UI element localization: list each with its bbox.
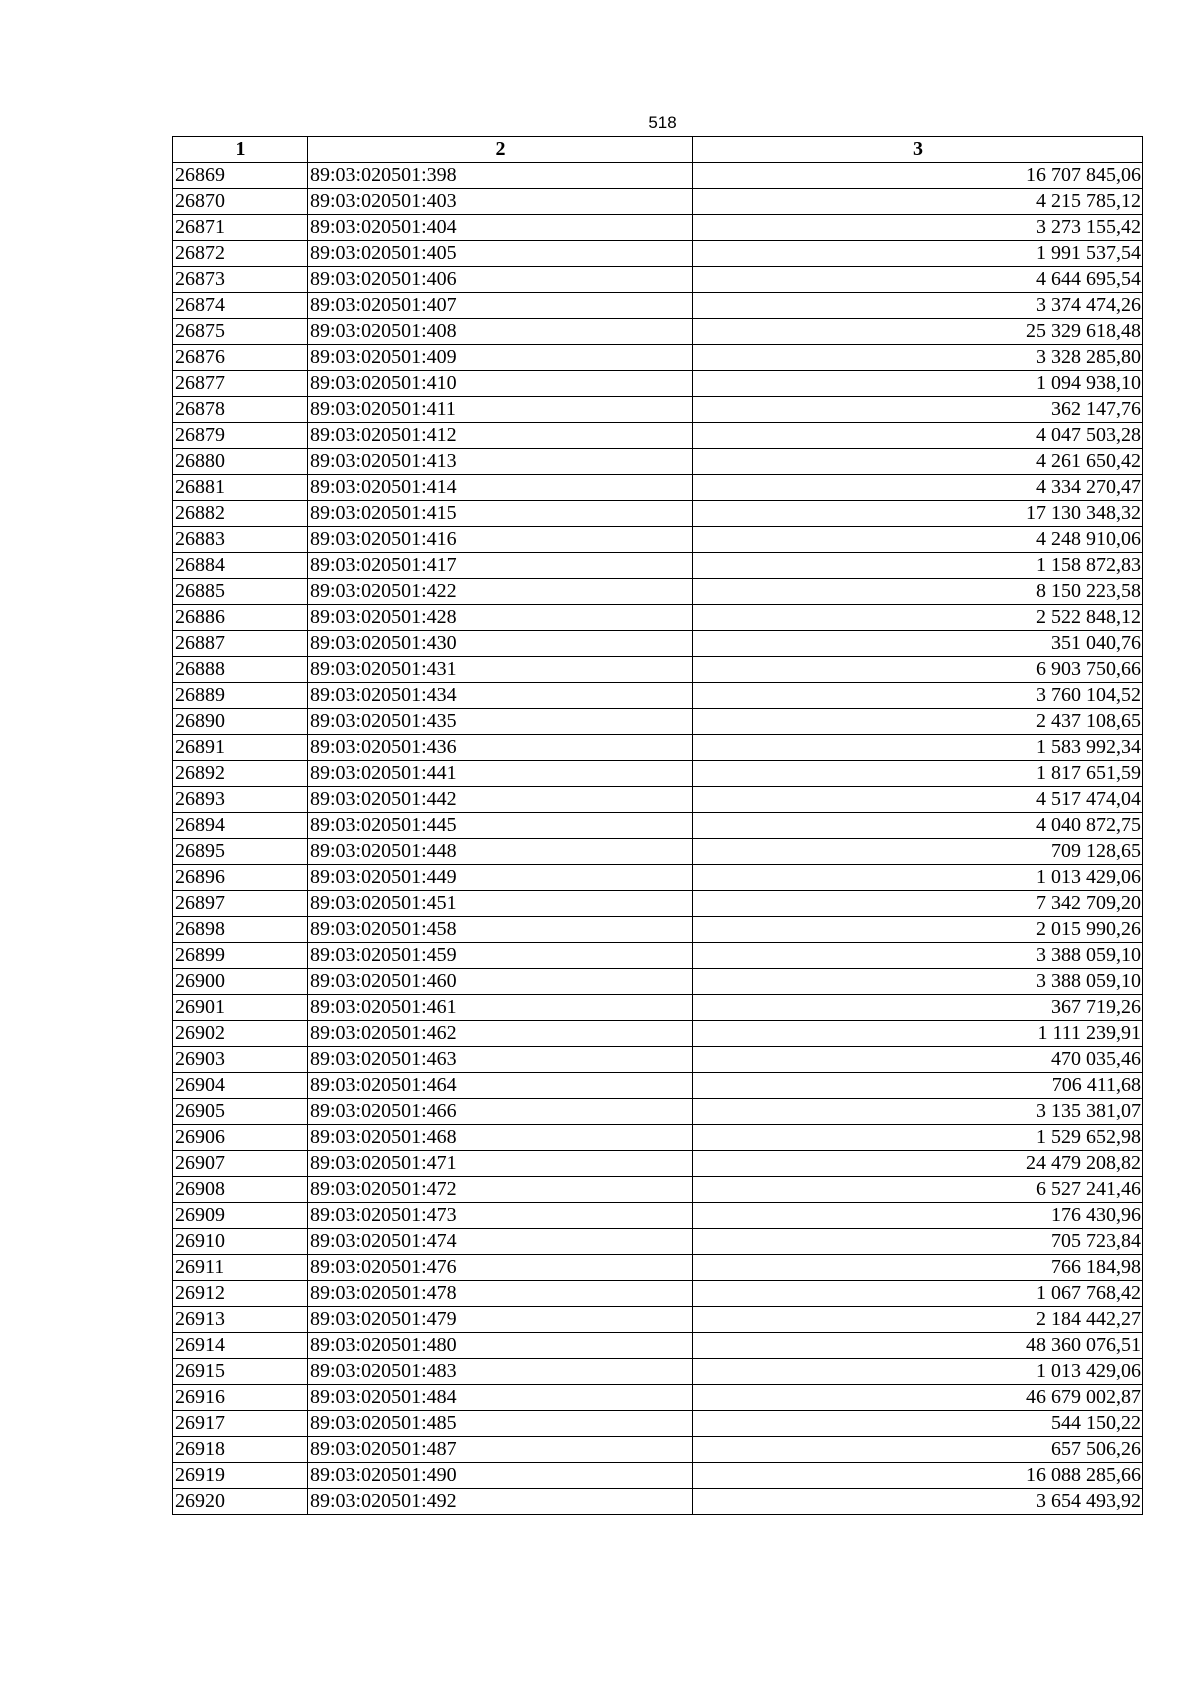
row-number-cell: 26902 xyxy=(173,1021,308,1047)
table-row xyxy=(173,1047,1143,1073)
table-row xyxy=(173,1333,1143,1359)
cadastral-number-cell: 89:03:020501:431 xyxy=(308,657,693,683)
cadastral-number-cell: 89:03:020501:492 xyxy=(308,1489,693,1515)
row-number-cell: 26911 xyxy=(173,1255,308,1281)
row-number-cell: 26899 xyxy=(173,943,308,969)
row-number-cell: 26886 xyxy=(173,605,308,631)
table-row xyxy=(173,163,1143,189)
cadastral-number-cell: 89:03:020501:412 xyxy=(308,423,693,449)
row-number-cell: 26909 xyxy=(173,1203,308,1229)
row-number-cell: 26880 xyxy=(173,449,308,475)
value-cell: 706 411,68 xyxy=(693,1073,1143,1099)
value-cell: 709 128,65 xyxy=(693,839,1143,865)
value-cell: 4 517 474,04 xyxy=(693,787,1143,813)
row-number-cell: 26870 xyxy=(173,189,308,215)
row-number-cell: 26875 xyxy=(173,319,308,345)
row-number-cell: 26915 xyxy=(173,1359,308,1385)
cadastral-number-cell: 89:03:020501:404 xyxy=(308,215,693,241)
value-cell: 705 723,84 xyxy=(693,1229,1143,1255)
row-number-cell: 26920 xyxy=(173,1489,308,1515)
cadastral-number-cell: 89:03:020501:462 xyxy=(308,1021,693,1047)
cadastral-number-cell: 89:03:020501:474 xyxy=(308,1229,693,1255)
table-row xyxy=(173,969,1143,995)
value-cell: 1 158 872,83 xyxy=(693,553,1143,579)
table-row xyxy=(173,605,1143,631)
row-number-cell: 26878 xyxy=(173,397,308,423)
table-row xyxy=(173,1151,1143,1177)
table-row xyxy=(173,397,1143,423)
table-row xyxy=(173,761,1143,787)
row-number-cell: 26907 xyxy=(173,1151,308,1177)
cadastral-number-cell: 89:03:020501:428 xyxy=(308,605,693,631)
cadastral-number-cell: 89:03:020501:463 xyxy=(308,1047,693,1073)
value-cell: 16 088 285,66 xyxy=(693,1463,1143,1489)
value-cell: 8 150 223,58 xyxy=(693,579,1143,605)
table-row xyxy=(173,501,1143,527)
row-number-cell: 26918 xyxy=(173,1437,308,1463)
value-cell: 6 527 241,46 xyxy=(693,1177,1143,1203)
value-cell: 4 261 650,42 xyxy=(693,449,1143,475)
table-row xyxy=(173,579,1143,605)
cadastral-number-cell: 89:03:020501:430 xyxy=(308,631,693,657)
value-cell: 25 329 618,48 xyxy=(693,319,1143,345)
row-number-cell: 26908 xyxy=(173,1177,308,1203)
table-row xyxy=(173,1073,1143,1099)
cadastral-number-cell: 89:03:020501:407 xyxy=(308,293,693,319)
row-number-cell: 26877 xyxy=(173,371,308,397)
cadastral-number-cell: 89:03:020501:441 xyxy=(308,761,693,787)
cadastral-number-cell: 89:03:020501:415 xyxy=(308,501,693,527)
value-cell: 2 184 442,27 xyxy=(693,1307,1143,1333)
row-number-cell: 26893 xyxy=(173,787,308,813)
cadastral-number-cell: 89:03:020501:487 xyxy=(308,1437,693,1463)
row-number-cell: 26884 xyxy=(173,553,308,579)
row-number-cell: 26874 xyxy=(173,293,308,319)
cadastral-number-cell: 89:03:020501:417 xyxy=(308,553,693,579)
cadastral-number-cell: 89:03:020501:466 xyxy=(308,1099,693,1125)
table-row xyxy=(173,709,1143,735)
value-cell: 4 040 872,75 xyxy=(693,813,1143,839)
table-row xyxy=(173,423,1143,449)
row-number-cell: 26896 xyxy=(173,865,308,891)
row-number-cell: 26895 xyxy=(173,839,308,865)
table-row xyxy=(173,1177,1143,1203)
row-number-cell: 26890 xyxy=(173,709,308,735)
cadastral-number-cell: 89:03:020501:448 xyxy=(308,839,693,865)
table-row xyxy=(173,267,1143,293)
cadastral-number-cell: 89:03:020501:479 xyxy=(308,1307,693,1333)
table-row xyxy=(173,293,1143,319)
value-cell: 1 067 768,42 xyxy=(693,1281,1143,1307)
table-row xyxy=(173,943,1143,969)
column-header-2: 2 xyxy=(308,137,693,163)
row-number-cell: 26894 xyxy=(173,813,308,839)
cadastral-number-cell: 89:03:020501:460 xyxy=(308,969,693,995)
row-number-cell: 26892 xyxy=(173,761,308,787)
cadastral-number-cell: 89:03:020501:434 xyxy=(308,683,693,709)
value-cell: 3 273 155,42 xyxy=(693,215,1143,241)
value-cell: 657 506,26 xyxy=(693,1437,1143,1463)
row-number-cell: 26914 xyxy=(173,1333,308,1359)
value-cell: 48 360 076,51 xyxy=(693,1333,1143,1359)
value-cell: 1 013 429,06 xyxy=(693,865,1143,891)
value-cell: 766 184,98 xyxy=(693,1255,1143,1281)
row-number-cell: 26881 xyxy=(173,475,308,501)
value-cell: 1 529 652,98 xyxy=(693,1125,1143,1151)
cadastral-number-cell: 89:03:020501:461 xyxy=(308,995,693,1021)
cadastral-number-cell: 89:03:020501:405 xyxy=(308,241,693,267)
row-number-cell: 26913 xyxy=(173,1307,308,1333)
value-cell: 4 047 503,28 xyxy=(693,423,1143,449)
table-row xyxy=(173,345,1143,371)
table-row xyxy=(173,371,1143,397)
cadastral-number-cell: 89:03:020501:445 xyxy=(308,813,693,839)
table-row xyxy=(173,683,1143,709)
cadastral-number-cell: 89:03:020501:414 xyxy=(308,475,693,501)
cadastral-number-cell: 89:03:020501:476 xyxy=(308,1255,693,1281)
table-row xyxy=(173,1281,1143,1307)
cadastral-number-cell: 89:03:020501:408 xyxy=(308,319,693,345)
value-cell: 4 215 785,12 xyxy=(693,189,1143,215)
table-row xyxy=(173,1307,1143,1333)
table-row xyxy=(173,735,1143,761)
value-cell: 16 707 845,06 xyxy=(693,163,1143,189)
value-cell: 2 015 990,26 xyxy=(693,917,1143,943)
row-number-cell: 26900 xyxy=(173,969,308,995)
cadastral-number-cell: 89:03:020501:410 xyxy=(308,371,693,397)
value-cell: 362 147,76 xyxy=(693,397,1143,423)
cadastral-number-cell: 89:03:020501:435 xyxy=(308,709,693,735)
value-cell: 4 644 695,54 xyxy=(693,267,1143,293)
table-row xyxy=(173,475,1143,501)
cadastral-number-cell: 89:03:020501:411 xyxy=(308,397,693,423)
row-number-cell: 26898 xyxy=(173,917,308,943)
value-cell: 3 328 285,80 xyxy=(693,345,1143,371)
value-cell: 1 991 537,54 xyxy=(693,241,1143,267)
value-cell: 3 388 059,10 xyxy=(693,969,1143,995)
cadastral-number-cell: 89:03:020501:473 xyxy=(308,1203,693,1229)
cadastral-number-cell: 89:03:020501:472 xyxy=(308,1177,693,1203)
cadastral-number-cell: 89:03:020501:458 xyxy=(308,917,693,943)
row-number-cell: 26883 xyxy=(173,527,308,553)
row-number-cell: 26869 xyxy=(173,163,308,189)
column-header-1: 1 xyxy=(173,137,308,163)
value-cell: 1 111 239,91 xyxy=(693,1021,1143,1047)
table-row xyxy=(173,527,1143,553)
cadastral-number-cell: 89:03:020501:451 xyxy=(308,891,693,917)
value-cell: 367 719,26 xyxy=(693,995,1143,1021)
cadastral-number-cell: 89:03:020501:478 xyxy=(308,1281,693,1307)
page-number: 518 xyxy=(648,113,677,132)
table-row xyxy=(173,657,1143,683)
cadastral-number-cell: 89:03:020501:468 xyxy=(308,1125,693,1151)
table-row xyxy=(173,995,1143,1021)
table-row xyxy=(173,1489,1143,1515)
registry-table xyxy=(172,136,1143,1515)
row-number-cell: 26910 xyxy=(173,1229,308,1255)
value-cell: 351 040,76 xyxy=(693,631,1143,657)
row-number-cell: 26916 xyxy=(173,1385,308,1411)
row-number-cell: 26903 xyxy=(173,1047,308,1073)
cadastral-number-cell: 89:03:020501:485 xyxy=(308,1411,693,1437)
column-header-3: 3 xyxy=(693,137,1143,163)
row-number-cell: 26889 xyxy=(173,683,308,709)
row-number-cell: 26917 xyxy=(173,1411,308,1437)
row-number-cell: 26919 xyxy=(173,1463,308,1489)
row-number-cell: 26891 xyxy=(173,735,308,761)
cadastral-number-cell: 89:03:020501:464 xyxy=(308,1073,693,1099)
row-number-cell: 26906 xyxy=(173,1125,308,1151)
cadastral-number-cell: 89:03:020501:422 xyxy=(308,579,693,605)
row-number-cell: 26879 xyxy=(173,423,308,449)
value-cell: 17 130 348,32 xyxy=(693,501,1143,527)
cadastral-number-cell: 89:03:020501:406 xyxy=(308,267,693,293)
table-row xyxy=(173,189,1143,215)
value-cell: 2 437 108,65 xyxy=(693,709,1143,735)
value-cell: 6 903 750,66 xyxy=(693,657,1143,683)
cadastral-number-cell: 89:03:020501:416 xyxy=(308,527,693,553)
table-row xyxy=(173,787,1143,813)
row-number-cell: 26901 xyxy=(173,995,308,1021)
table-row xyxy=(173,553,1143,579)
table-row xyxy=(173,319,1143,345)
cadastral-number-cell: 89:03:020501:413 xyxy=(308,449,693,475)
value-cell: 176 430,96 xyxy=(693,1203,1143,1229)
row-number-cell: 26887 xyxy=(173,631,308,657)
table-row xyxy=(173,241,1143,267)
table-row xyxy=(173,1021,1143,1047)
row-number-cell: 26885 xyxy=(173,579,308,605)
value-cell: 4 248 910,06 xyxy=(693,527,1143,553)
table-row xyxy=(173,1125,1143,1151)
table-row xyxy=(173,1229,1143,1255)
value-cell: 3 388 059,10 xyxy=(693,943,1143,969)
value-cell: 1 817 651,59 xyxy=(693,761,1143,787)
row-number-cell: 26872 xyxy=(173,241,308,267)
value-cell: 470 035,46 xyxy=(693,1047,1143,1073)
header-row xyxy=(173,137,1143,163)
table-row xyxy=(173,1203,1143,1229)
value-cell: 1 094 938,10 xyxy=(693,371,1143,397)
table-body xyxy=(173,163,1143,1515)
value-cell: 46 679 002,87 xyxy=(693,1385,1143,1411)
cadastral-number-cell: 89:03:020501:480 xyxy=(308,1333,693,1359)
cadastral-number-cell: 89:03:020501:490 xyxy=(308,1463,693,1489)
table-row xyxy=(173,1411,1143,1437)
value-cell: 3 374 474,26 xyxy=(693,293,1143,319)
value-cell: 3 760 104,52 xyxy=(693,683,1143,709)
row-number-cell: 26882 xyxy=(173,501,308,527)
row-number-cell: 26912 xyxy=(173,1281,308,1307)
table-row xyxy=(173,1437,1143,1463)
table-row xyxy=(173,839,1143,865)
value-cell: 4 334 270,47 xyxy=(693,475,1143,501)
value-cell: 1 583 992,34 xyxy=(693,735,1143,761)
table-row xyxy=(173,865,1143,891)
cadastral-number-cell: 89:03:020501:442 xyxy=(308,787,693,813)
row-number-cell: 26871 xyxy=(173,215,308,241)
table-row xyxy=(173,813,1143,839)
cadastral-number-cell: 89:03:020501:409 xyxy=(308,345,693,371)
cadastral-number-cell: 89:03:020501:398 xyxy=(308,163,693,189)
value-cell: 544 150,22 xyxy=(693,1411,1143,1437)
row-number-cell: 26897 xyxy=(173,891,308,917)
value-cell: 24 479 208,82 xyxy=(693,1151,1143,1177)
row-number-cell: 26876 xyxy=(173,345,308,371)
table-row xyxy=(173,631,1143,657)
table-row xyxy=(173,1463,1143,1489)
value-cell: 3 135 381,07 xyxy=(693,1099,1143,1125)
row-number-cell: 26888 xyxy=(173,657,308,683)
row-number-cell: 26904 xyxy=(173,1073,308,1099)
table-row xyxy=(173,1255,1143,1281)
cadastral-number-cell: 89:03:020501:403 xyxy=(308,189,693,215)
cadastral-number-cell: 89:03:020501:436 xyxy=(308,735,693,761)
value-cell: 3 654 493,92 xyxy=(693,1489,1143,1515)
value-cell: 1 013 429,06 xyxy=(693,1359,1143,1385)
table-row xyxy=(173,215,1143,241)
cadastral-number-cell: 89:03:020501:449 xyxy=(308,865,693,891)
row-number-cell: 26873 xyxy=(173,267,308,293)
cadastral-number-cell: 89:03:020501:483 xyxy=(308,1359,693,1385)
table-row xyxy=(173,891,1143,917)
row-number-cell: 26905 xyxy=(173,1099,308,1125)
table-row xyxy=(173,917,1143,943)
table-row xyxy=(173,1099,1143,1125)
table-row xyxy=(173,1385,1143,1411)
table-row xyxy=(173,449,1143,475)
table-row xyxy=(173,1359,1143,1385)
value-cell: 7 342 709,20 xyxy=(693,891,1143,917)
cadastral-number-cell: 89:03:020501:484 xyxy=(308,1385,693,1411)
cadastral-number-cell: 89:03:020501:471 xyxy=(308,1151,693,1177)
value-cell: 2 522 848,12 xyxy=(693,605,1143,631)
cadastral-number-cell: 89:03:020501:459 xyxy=(308,943,693,969)
